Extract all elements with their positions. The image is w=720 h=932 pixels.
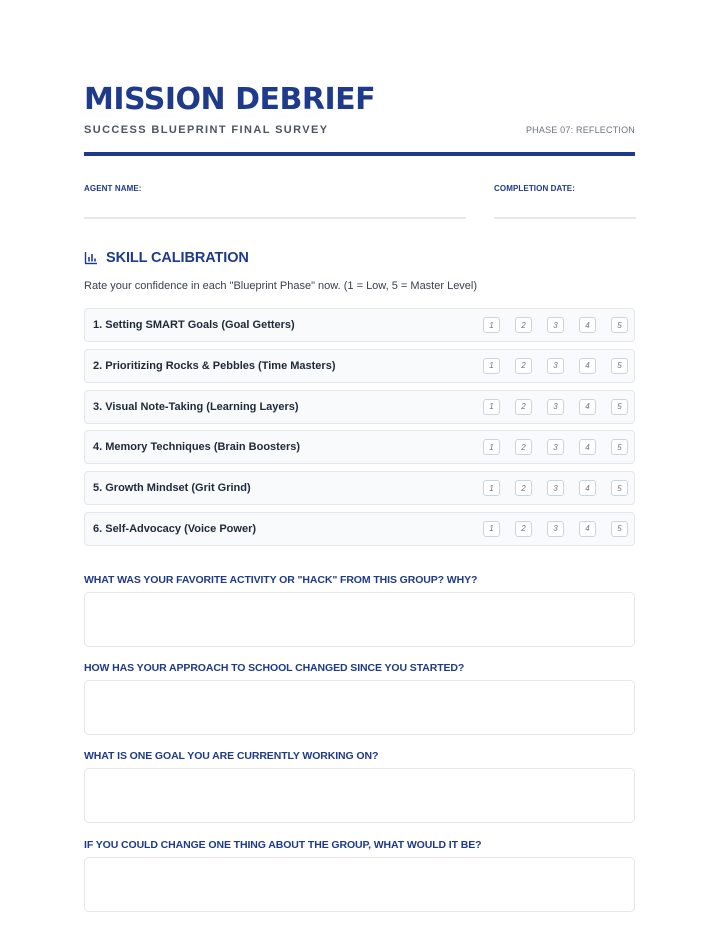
rating-option-3[interactable]: 3 [547,317,564,333]
skill-calibration-header [84,250,249,266]
rating-option-2[interactable]: 2 [515,358,532,374]
rating-option-1[interactable]: 1 [483,358,500,374]
rating-option-5[interactable]: 5 [611,521,628,537]
skill-label: 6. Self-Advocacy (Voice Power) [93,522,257,535]
completion-date-field[interactable] [494,217,636,219]
header-divider [84,152,635,156]
rating-option-5[interactable]: 5 [611,439,628,455]
rating-option-2[interactable]: 2 [515,399,532,415]
rating-scale [483,399,628,415]
rating-option-5[interactable]: 5 [611,480,628,496]
rating-option-2[interactable]: 2 [515,521,532,537]
skill-label: 5. Growth Mindset (Grit Grind) [93,482,251,495]
skill-row [84,430,635,464]
rating-option-3[interactable]: 3 [547,480,564,496]
rating-scale [483,439,628,455]
rating-scale [483,480,628,496]
answer-textarea[interactable] [84,592,635,647]
question-label: WHAT WAS YOUR FAVORITE ACTIVITY OR "HACK" FROM THIS GROUP? WHY? [84,574,478,586]
rating-option-4[interactable]: 4 [579,439,596,455]
completion-date-label: COMPLETION DATE: [494,184,576,193]
section-title: SKILL CALIBRATION [106,250,249,266]
agent-name-label: AGENT NAME: [84,184,142,193]
rating-option-1[interactable]: 1 [483,439,500,455]
skill-label: 4. Memory Techniques (Brain Boosters) [93,441,301,454]
rating-scale [483,521,628,537]
agent-name-field[interactable] [84,217,466,219]
skill-row [84,471,635,505]
page-subtitle: SUCCESS BLUEPRINT FINAL SURVEY [84,124,329,136]
rating-option-2[interactable]: 2 [515,317,532,333]
rating-option-2[interactable]: 2 [515,480,532,496]
rating-option-1[interactable]: 1 [483,317,500,333]
rating-instructions: Rate your confidence in each "Blueprint Phase" now. (1 = Low, 5 = Master Level) [84,280,478,292]
rating-option-5[interactable]: 5 [611,317,628,333]
rating-option-4[interactable]: 4 [579,521,596,537]
skill-label: 1. Setting SMART Goals (Goal Getters) [93,319,295,331]
rating-option-3[interactable]: 3 [547,439,564,455]
phase-label: PHASE 07: REFLECTION [525,125,635,135]
answer-textarea[interactable] [84,768,635,823]
rating-scale [483,317,628,333]
skill-row [84,349,635,383]
rating-option-5[interactable]: 5 [611,358,628,374]
rating-option-1[interactable]: 1 [483,480,500,496]
rating-option-1[interactable]: 1 [483,521,500,537]
question-label: IF YOU COULD CHANGE ONE THING ABOUT THE GROUP, WHAT WOULD IT BE? [84,839,482,851]
rating-scale [483,358,628,374]
rating-option-4[interactable]: 4 [579,317,596,333]
page-title: MISSION DEBRIEF [84,82,376,117]
rating-option-4[interactable]: 4 [579,480,596,496]
rating-option-4[interactable]: 4 [579,358,596,374]
rating-option-1[interactable]: 1 [483,399,500,415]
skill-list [84,308,635,553]
rating-option-3[interactable]: 3 [547,399,564,415]
answer-textarea[interactable] [84,857,635,912]
question-label: WHAT IS ONE GOAL YOU ARE CURRENTLY WORKING ON? [84,750,379,762]
rating-option-3[interactable]: 3 [547,521,564,537]
rating-option-3[interactable]: 3 [547,358,564,374]
skill-row [84,308,635,342]
rating-option-2[interactable]: 2 [515,439,532,455]
skill-label: 2. Prioritizing Rocks & Pebbles (Time Masters) [93,359,336,372]
rating-option-5[interactable]: 5 [611,399,628,415]
answer-textarea[interactable] [84,680,635,735]
skill-label: 3. Visual Note-Taking (Learning Layers) [93,400,299,413]
rating-option-4[interactable]: 4 [579,399,596,415]
skill-row [84,390,635,424]
bar-chart-icon [84,251,98,265]
question-label: HOW HAS YOUR APPROACH TO SCHOOL CHANGED SINCE YOU STARTED? [84,662,465,674]
skill-row [84,512,635,546]
